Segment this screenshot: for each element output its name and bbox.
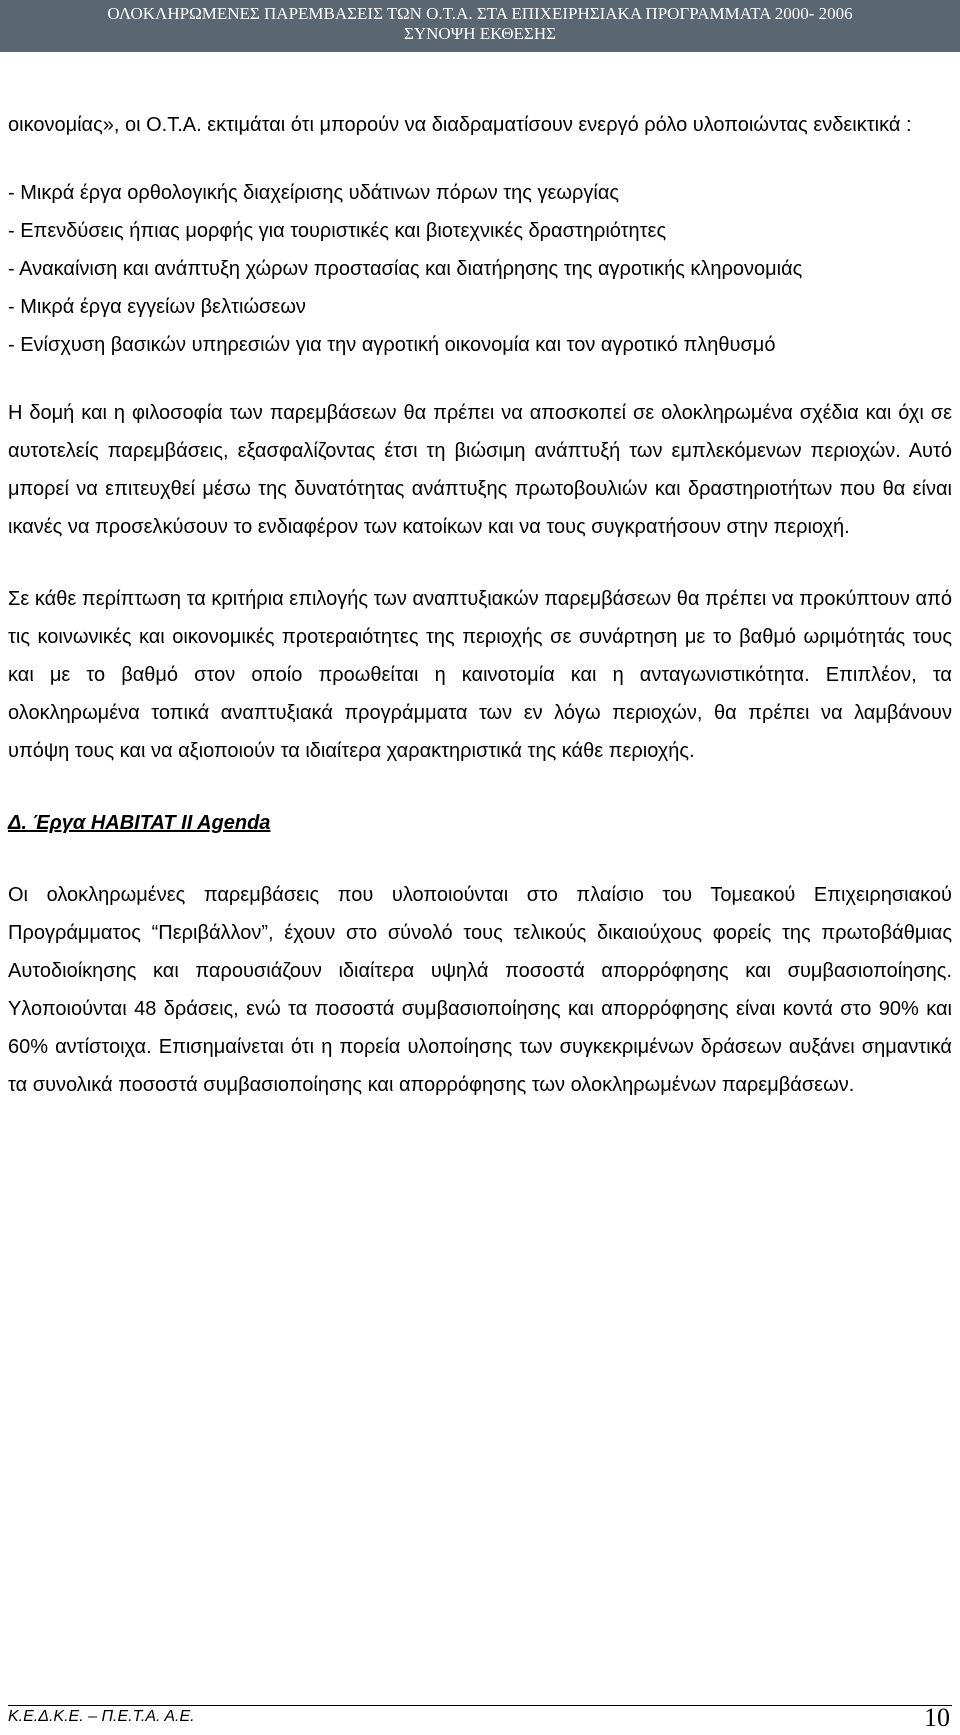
list-item: - Ενίσχυση βασικών υπηρεσιών για την αγροτική οικονομία και τον αγροτικό πληθυσμό bbox=[8, 334, 776, 356]
header-subtitle: ΣΥΝΟΨΗ ΕΚΘΕΣΗΣ bbox=[403, 24, 556, 43]
section-heading: Δ. Έργα HABITAT II Agenda bbox=[8, 812, 271, 834]
list-item: - Μικρά έργα εγγείων βελτιώσεων bbox=[8, 296, 306, 318]
running-header bbox=[0, 0, 960, 52]
header-title: ΟΛΟΚΛΗΡΩΜΕΝΕΣ ΠΑΡΕΜΒΑΣΕΙΣ ΤΩΝ Ο.Τ.Α. ΣΤΑ ΕΠΙΧΕΙΡΗΣΙΑΚΑ ΠΡΟΓΡΑΜΜΑΤΑ 2000- 2006 bbox=[107, 4, 853, 23]
list-item: - Μικρά έργα ορθολογικής διαχείρισης υδάτινων πόρων της γεωργίας bbox=[8, 182, 620, 204]
spacer bbox=[8, 364, 952, 394]
spacer bbox=[8, 770, 952, 804]
footer-rule bbox=[8, 1705, 952, 1706]
page-number: 10 bbox=[924, 1703, 950, 1732]
list-item: - Επενδύσεις ήπιας μορφής για τουριστικές και βιοτεχνικές δραστηριότητες bbox=[8, 220, 667, 242]
spacer bbox=[8, 546, 952, 580]
spacer bbox=[8, 842, 952, 876]
actions-list bbox=[8, 174, 952, 364]
paragraph-habitat: Οι ολοκληρωμένες παρεμβάσεις που υλοποιούνται στο πλαίσιο του Τομεακού Επιχειρησιακού Προγράμματος “Περιβάλλον”, έχουν στο σύνολό τους τελικούς δικαιούχους φορείς της πρωτοβάθμιας Αυτοδιοίκησης και παρουσιάζουν ιδιαίτερα υψηλά ποσοστά απορρόφησης και συμβασιοποίησης. Υλοποιούνται 48 δράσεις, ενώ τα ποσοστά συμβασιοποίησης και απορρόφησης είναι κοντά στο 90% και 60% αντίστοιχα. Επισημαίνεται ότι η πορεία υλοποίησης των συγκεκριμένων δράσεων αυξάνει σημαντικά τα συνολικά ποσοστά συμβασιοποίησης και απορρόφησης των ολοκληρωμένων παρεμβάσεων. bbox=[8, 884, 952, 1096]
footer-organization: Κ.Ε.Δ.Κ.Ε. – Π.Ε.Τ.Α. Α.Ε. bbox=[8, 1708, 195, 1725]
intro-paragraph: οικονομίας», οι Ο.Τ.Α. εκτιμάται ότι μπορούν να διαδραματίσουν ενεργό ρόλο υλοποιώντας ενδεικτικά : bbox=[8, 114, 912, 136]
list-item: - Ανακαίνιση και ανάπτυξη χώρων προστασίας και διατήρησης της αγροτικής κληρονομιάς bbox=[8, 258, 803, 280]
paragraph-structure: Η δομή και η φιλοσοφία των παρεμβάσεων θα πρέπει να αποσκοπεί σε ολοκληρωμένα σχέδια και όχι σε αυτοτελείς παρεμβάσεις, εξασφαλίζοντας έτσι τη βιώσιμη ανάπτυξή των εμπλεκόμενων περιοχών. Αυτό μπορεί να επιτευχθεί μέσω της δυνατότητας ανάπτυξης πρωτοβουλιών και δραστηριοτήτων που θα είναι ικανές να προσελκύσουν το ενδιαφέρον των κατοίκων και να τους συγκρατήσουν στην περιοχή. bbox=[8, 402, 952, 538]
page-body bbox=[8, 106, 952, 1104]
paragraph-criteria: Σε κάθε περίπτωση τα κριτήρια επιλογής των αναπτυξιακών παρεμβάσεων θα πρέπει να προκύπτουν από τις κοινωνικές και οικονομικές προτεραιότητες της περιοχής σε συνάρτηση με το βαθμό ωριμότητάς τους και με το βαθμό στον οποίο προωθείται η καινοτομία και η ανταγωνιστικότητα. Επιπλέον, τα ολοκληρωμένα τοπικά αναπτυξιακά προγράμματα των εν λόγω περιοχών, θα πρέπει να λαμβάνουν υπόψη τους και να αξιοποιούν τα ιδιαίτερα χαρακτηριστικά της κάθε περιοχής. bbox=[8, 588, 952, 762]
spacer bbox=[8, 144, 952, 174]
